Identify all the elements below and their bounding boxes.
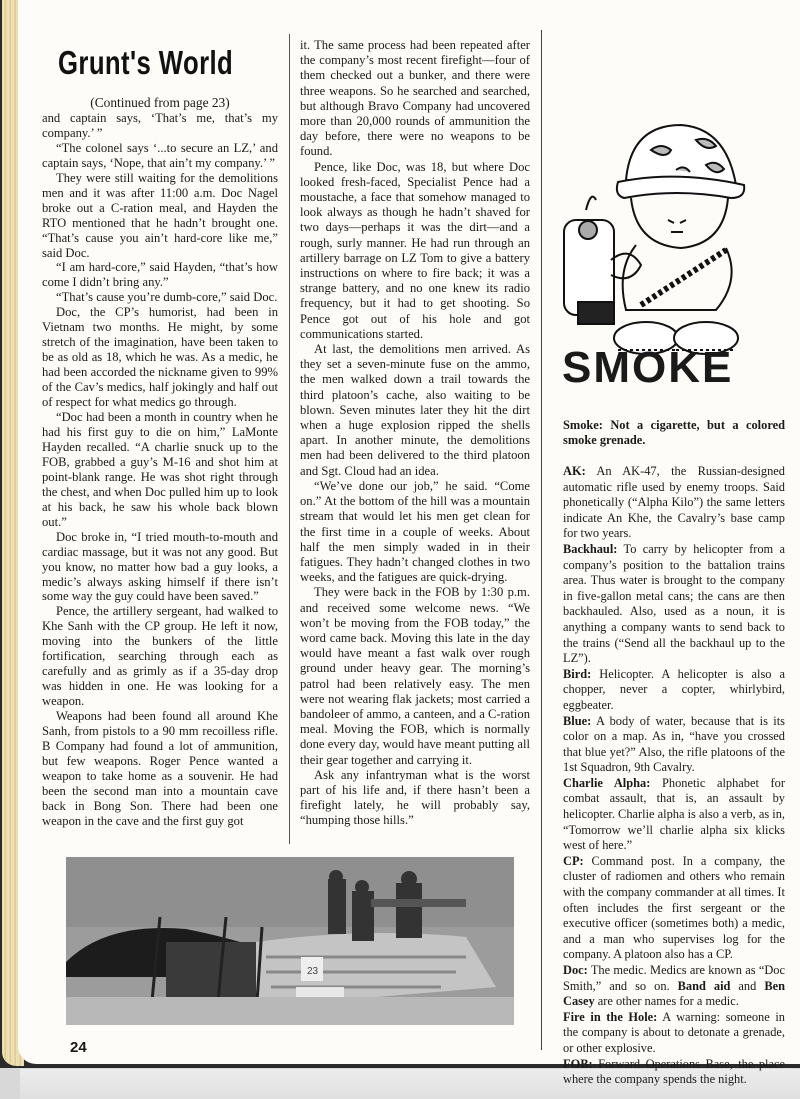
glossary-term: AK: bbox=[563, 464, 586, 478]
glossary-entry bbox=[563, 1010, 785, 1057]
smoke-cartoon-illustration bbox=[556, 70, 776, 390]
bunker-photo-illustration bbox=[66, 857, 514, 1025]
glossary-entry bbox=[563, 542, 785, 667]
glossary-entry bbox=[563, 714, 785, 776]
cartoon-caption: Smoke: Not a cigarette, but a colored smoke grenade. bbox=[563, 418, 785, 447]
glossary-entry bbox=[563, 1057, 785, 1088]
glossary-term: Charlie Alpha: bbox=[563, 775, 651, 790]
glossary-entry bbox=[563, 854, 785, 963]
article-column-1 bbox=[42, 96, 278, 829]
article-paragraph: At last, the demolitions men arrived. As they set a seven-minute fuse on the ammo, the men walked down a trail towards the third platoon’s cache, also waiting to be blown. Seven minutes later they hit the dirt when a huge explosion ripped the shells apart. In another minute, the demolitions men had been delivered to the third platoon and Sgt. Cloud had an idea. bbox=[300, 342, 530, 478]
glossary-definition: An AK-47, the Russian-designed automatic rifle used by enemy troops. Said phonetically (“Alpha Kilo”) the same letters indicate An Khe, the Cavalry’s base camp for two years. bbox=[563, 464, 785, 541]
glossary-term: Blue: bbox=[563, 713, 592, 728]
glossary-definition: Command post. In a company, the cluster of radiomen and others who remain with the company commander at all times. It often includes the first sergeant or the executive officer (sometimes both) a medic, and a man who supervises log for the company. A platoon also has a CP. bbox=[563, 853, 785, 962]
article-paragraph: They were back in the FOB by 1:30 p.m. and received some welcome news. “We won’t be moving from the FOB today,” the word came back. Moving this late in the day would have meant a fast walk over rough ground under heavy gear. The morning’s patrol had been relatively easy. The men were not wearing flak jackets; most carried a bandoleer of ammo, a canteen, and a C-ration meal. Moving the FOB, which is normally done every day, would have meant putting all their gear together and carrying it. bbox=[300, 585, 530, 767]
continued-note: (Continued from page 23) bbox=[90, 95, 230, 110]
glossary-term: Doc: bbox=[563, 963, 588, 977]
glossary-definition: are other names for a medic. bbox=[594, 994, 739, 1009]
glossary-definition: A warning: someone in the company is about to detonate a grenade, or other explosive. bbox=[563, 1009, 785, 1055]
glossary-term: CP: bbox=[563, 853, 584, 868]
article-paragraph: Doc broke in, “I tried mouth-to-mouth and cardiac massage, but it was not any good. But you know, no matter how bad a guy looks, a medic’s always asking himself if there isn’t some way the guy could have been saved.” bbox=[42, 529, 278, 604]
article-paragraph: “I am hard-core,” said Hayden, “that’s how come I didn’t bring any.” bbox=[42, 260, 278, 290]
article-paragraph: They were still waiting for the demolitions men and it was after 11:00 a.m. Doc Nagel broke out a C-ration meal, and Hayden the RTO mentioned that he hadn’t brought one. “That’s cause you ain’t hard-core like me,” said Doc. bbox=[42, 170, 278, 260]
column-divider bbox=[289, 34, 290, 844]
glossary-column bbox=[563, 464, 785, 1088]
glossary-term: Bird: bbox=[563, 666, 592, 681]
glossary-definition: Helicopter. A helicopter is also a chopper, never a copter, whirlybird, eggbeater. bbox=[563, 666, 785, 712]
glossary-definition: A body of water, because that is its color on a map. As in, “have you crossed that blue yet?” Also, the rifle platoons of the 1st Squadron, 9th Cavalry. bbox=[563, 713, 785, 775]
glossary-definition: To carry by helicopter from a company’s position to the battalion trains area. Thus water is brought to the company in five-gallon metal cans; the cans are then backhauled. Also, used as a noun, it is anything a company wants to send back to the trains (“Send all the backhaul up to the LZ”). bbox=[563, 541, 785, 666]
glossary-inline-term: Ben Casey bbox=[563, 978, 785, 1009]
glossary-term: Fire in the Hole: bbox=[563, 1009, 658, 1024]
cartoon-word: SMOKE bbox=[562, 343, 734, 390]
glossary-definition: Forward Operations Base, the place where the company spends the night. bbox=[563, 1056, 785, 1087]
article-paragraph: Ask any infantryman what is the worst part of his life and, if there hasn’t been a firefight lately, he will probably say, “humping those hills.” bbox=[300, 767, 530, 828]
article-paragraph: it. The same process had been repeated after the company’s most recent firefight—four of them checked out a bunker, and there were three weapons. So he searched and searched, but although Bravo Company had uncovered more than 20,000 rounds of ammunition the day before, there were no weapons to be found. bbox=[300, 38, 530, 159]
glossary-definition: Phonetic alphabet for combat assault, that is, an assault by helicopter. Charlie alpha is also a verb, as in, “Tomorrow we’ll charlie alpha six klicks west of here.” bbox=[563, 775, 786, 853]
glossary-entry bbox=[563, 776, 785, 854]
glossary-definition: The medic. Medics are known as “Doc Smith,” and so on. bbox=[563, 963, 785, 993]
glossary-definition: and bbox=[730, 978, 765, 993]
sidebar-divider bbox=[541, 30, 542, 1050]
glossary-term: Backhaul: bbox=[563, 541, 618, 556]
glossary-term: FOB: bbox=[563, 1056, 593, 1071]
glossary-entry bbox=[563, 464, 785, 542]
article-paragraph: “That’s cause you’re dumb-core,” said Doc. bbox=[56, 290, 278, 305]
article-paragraph: Weapons had been found all around Khe Sanh, from pistols to a 90 mm recoilless rifle. B Company had found a lot of ammunition, but few weapons. Roger Pence wanted a weapon to take home as a souvenir. He had been the second man into a mountain cave back in Bong Son. There had been one weapon in the cave and the first guy got bbox=[42, 709, 278, 828]
article-column-2 bbox=[300, 38, 530, 829]
article-paragraph: “We’ve done our job,” he said. “Come on.” At the bottom of the hill was a mountain stream that would let his men get clean for the first time in a couple of weeks. About half the men simply waded in in their fatigues. They hadn’t changed clothes in two weeks, and the fatigues are quick-drying. bbox=[300, 478, 530, 585]
sign-number: 23 bbox=[307, 966, 319, 977]
article-paragraph: “The colonel says ‘...to secure an LZ,’ and captain says, ‘Nope, that ain’t my company.’ ” bbox=[42, 140, 278, 170]
page-number: 24 bbox=[70, 1039, 87, 1056]
column-2-paragraphs bbox=[300, 38, 530, 829]
article-paragraph: “Doc had been a month in country when he had his first guy to die on him,” LaMonte Hayden recalled. “A charlie snuck up to the FOB, grabbed a guy’s M-16 and shot him at point-blank range. He was shot right through the chest, and when Doc pulled him up to look at his back, he saw his whole back blown out.” bbox=[42, 410, 278, 529]
article-paragraph: Pence, the artillery sergeant, had walked to Khe Sanh with the CP group. He left it now, moving into the bunkers of the little fortification, searching through each as carefully and as grimly as if a 35-day drop was hidden in one. He was looking for a weapon. bbox=[42, 604, 278, 709]
column-1-paragraphs bbox=[42, 111, 278, 829]
article-paragraph: Doc, the CP’s humorist, had been in Vietnam two months. He might, by some stretch of the imagination, have been taken to be as old as 18, which he was. As a medic, he had been accorded the nickname given to 99% of the Cav’s medics, half jokingly and half out of respect for what medics go through. bbox=[42, 305, 278, 410]
article-paragraph: and captain says, ‘That’s me, that’s my company.’ ” bbox=[42, 110, 278, 140]
glossary-inline-term: Band aid bbox=[677, 978, 731, 993]
photo-bunker-soldiers bbox=[66, 857, 514, 1025]
glossary-entry bbox=[563, 963, 785, 1010]
article-title: Grunt's World bbox=[58, 44, 234, 81]
article-paragraph: Pence, like Doc, was 18, but where Doc looked fresh-faced, Specialist Pence had a moustache, a face that somehow managed to look always as though he hadn’t shaved for two days—perhaps it was the dirt—and a rough, surly manner. He had run through an artillery barrage on LZ Tom to give a battery instructions on where to fire back; it was a strange battery, and no one knew its radio frequency, but it had to get shooting. So Pence got out of his hole and got communications started. bbox=[300, 159, 530, 341]
glossary-entry bbox=[563, 667, 785, 714]
